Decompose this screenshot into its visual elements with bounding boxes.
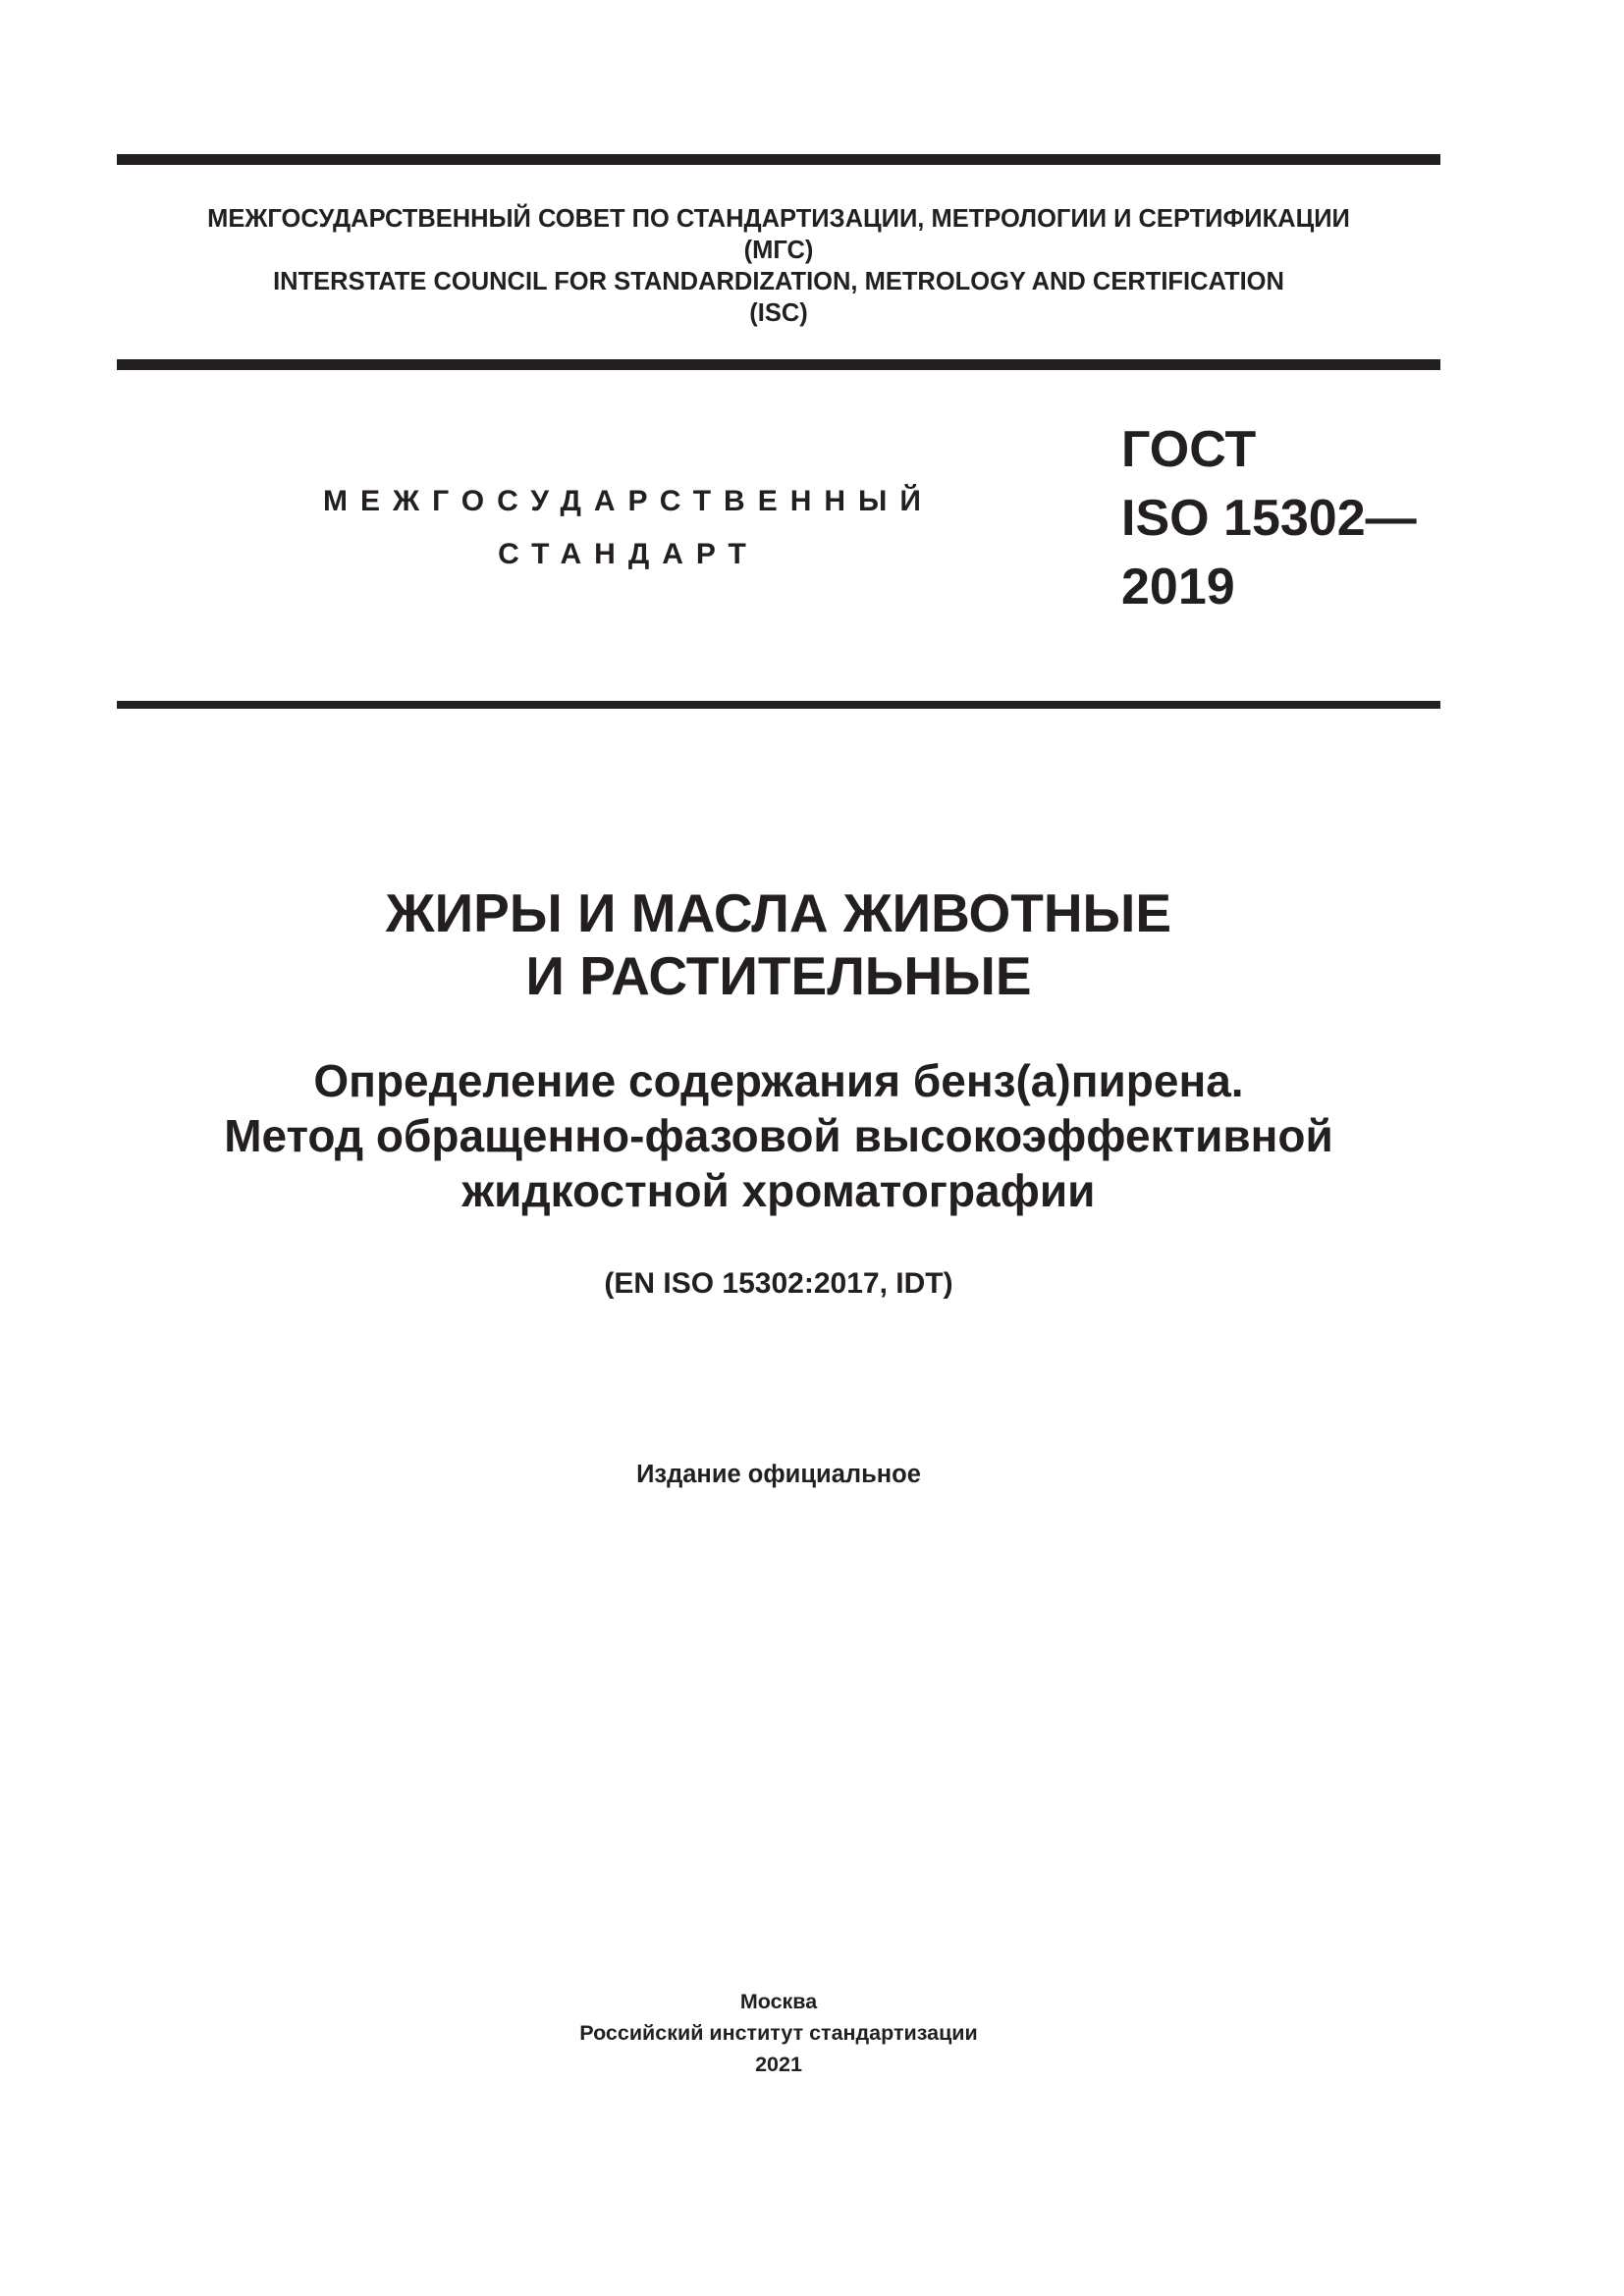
top-rule: [117, 154, 1440, 165]
title-line-2: И РАСТИТЕЛЬНЫЕ: [525, 945, 1032, 1006]
standard-designation: [1121, 415, 1417, 621]
document-subtitle: [117, 1053, 1440, 1218]
imprint-city: Москва: [739, 1990, 818, 2013]
imprint: [117, 1986, 1440, 2080]
council-name-en: INTERSTATE COUNCIL FOR STANDARDIZATION, METROLOGY AND CERTIFICATION: [273, 268, 1284, 295]
council-abbr-en: (ISC): [749, 299, 808, 327]
identity-reference: (EN ISO 15302:2017, IDT): [604, 1267, 953, 1300]
designation-line-2: ISO 15302—: [1121, 490, 1417, 547]
subtitle-line-1: Определение содержания бенз(а)пирена.: [313, 1055, 1244, 1106]
subtitle-line-3: жидкостной хроматографии: [461, 1165, 1096, 1216]
standard-kind-line-2: СТАНДАРТ: [498, 538, 759, 570]
council-header: [117, 203, 1440, 329]
title-line-1: ЖИРЫ И МАСЛА ЖИВОТНЫЕ: [385, 882, 1172, 943]
document-title: [117, 881, 1440, 1007]
imprint-year: 2021: [755, 2053, 802, 2076]
council-abbr-ru: (МГС): [743, 237, 814, 264]
header-divider-rule: [117, 359, 1440, 370]
imprint-publisher: Российский институт стандартизации: [579, 2021, 978, 2045]
edition-label: Издание официальное: [636, 1461, 921, 1488]
designation-line-3: 2019: [1121, 559, 1235, 615]
council-name-ru: МЕЖГОСУДАРСТВЕННЫЙ СОВЕТ ПО СТАНДАРТИЗАЦИИ, МЕТРОЛОГИИ И СЕРТИФИКАЦИИ: [207, 205, 1350, 233]
designation-line-1: ГОСТ: [1121, 421, 1257, 478]
standard-kind: [295, 475, 962, 581]
designation-divider-rule: [117, 701, 1440, 709]
subtitle-line-2: Метод обращенно-фазовой высокоэффективной: [224, 1110, 1333, 1161]
standard-kind-line-1: МЕЖГОСУДАРСТВЕННЫЙ: [323, 485, 934, 517]
